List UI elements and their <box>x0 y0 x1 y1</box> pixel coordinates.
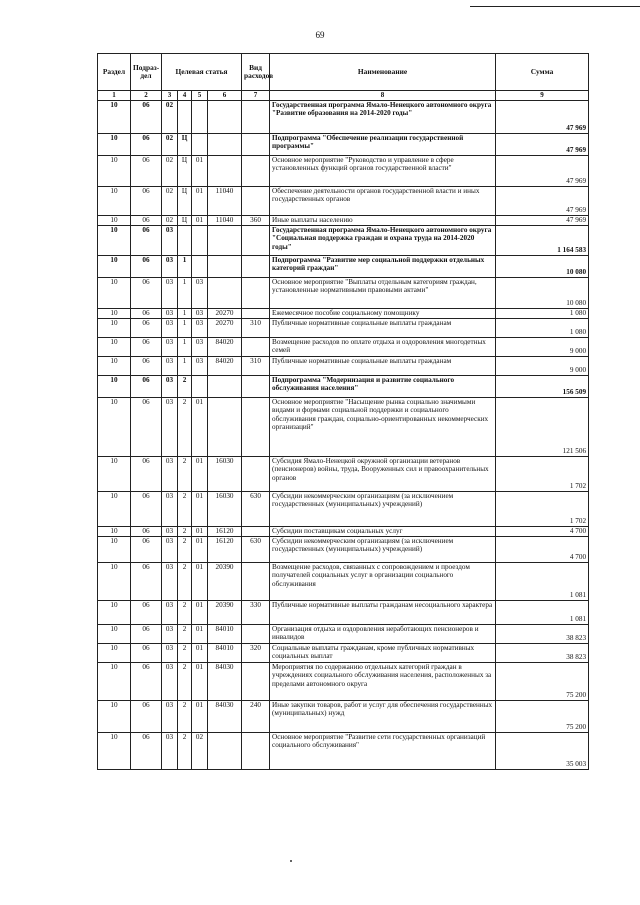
direction-cell <box>208 225 242 255</box>
podrazdel-cell: 06 <box>131 375 162 397</box>
table-row <box>98 133 589 155</box>
event-cell: 01 <box>192 624 208 643</box>
vid-cell: 630 <box>242 491 270 526</box>
podrazdel-cell: 06 <box>131 662 162 700</box>
program-cell: 03 <box>162 255 178 277</box>
name-cell: Возмещение расходов, связанных с сопровождением и проездом получателей социальных услуг в организации социального обслуживания <box>270 562 496 600</box>
program-cell: 03 <box>162 225 178 255</box>
sum-cell: 10 080 <box>496 277 589 308</box>
col-number: 5 <box>192 91 208 101</box>
name-cell: Ежемесячное пособие социальному помощнику <box>270 308 496 318</box>
event-cell: 01 <box>192 491 208 526</box>
subprogram-cell: 1 <box>178 277 192 308</box>
col-number: 9 <box>496 91 589 101</box>
razdel-cell: 10 <box>98 375 131 397</box>
vid-cell <box>242 308 270 318</box>
program-cell: 03 <box>162 624 178 643</box>
podrazdel-cell: 06 <box>131 643 162 662</box>
sum-cell: 47 969 <box>496 100 589 133</box>
direction-cell: 84030 <box>208 700 242 732</box>
table-row <box>98 337 589 356</box>
header-razdel: Раздел <box>98 54 131 91</box>
podrazdel-cell: 06 <box>131 308 162 318</box>
table-row <box>98 277 589 308</box>
vid-cell <box>242 155 270 186</box>
col-number: 2 <box>131 91 162 101</box>
direction-cell <box>208 155 242 186</box>
subprogram-cell: 1 <box>178 308 192 318</box>
vid-cell <box>242 225 270 255</box>
table-row <box>98 562 589 600</box>
event-cell: 01 <box>192 155 208 186</box>
razdel-cell: 10 <box>98 186 131 215</box>
program-cell: 03 <box>162 491 178 526</box>
sum-cell: 1 702 <box>496 491 589 526</box>
col-number: 4 <box>178 91 192 101</box>
program-cell: 03 <box>162 397 178 456</box>
direction-cell <box>208 732 242 769</box>
table-row <box>98 397 589 456</box>
sum-cell: 9 000 <box>496 337 589 356</box>
subprogram-cell: Ц <box>178 215 192 225</box>
subprogram-cell: 2 <box>178 624 192 643</box>
program-cell: 02 <box>162 186 178 215</box>
vid-cell <box>242 133 270 155</box>
name-cell: Субсидии некоммерческим организациям (за исключением государственных (муниципальных) учреждений) <box>270 491 496 526</box>
razdel-cell: 10 <box>98 215 131 225</box>
name-cell: Иные выплаты населению <box>270 215 496 225</box>
podrazdel-cell: 06 <box>131 732 162 769</box>
sum-cell: 47 969 <box>496 133 589 155</box>
col-number: 3 <box>162 91 178 101</box>
vid-cell <box>242 277 270 308</box>
subprogram-cell: 2 <box>178 643 192 662</box>
subprogram-cell: Ц <box>178 133 192 155</box>
name-cell: Субсидии поставщикам социальных услуг <box>270 526 496 536</box>
sum-cell: 1 702 <box>496 456 589 491</box>
sum-cell: 35 003 <box>496 732 589 769</box>
sum-cell: 38 823 <box>496 624 589 643</box>
event-cell: 03 <box>192 277 208 308</box>
vid-cell: 310 <box>242 318 270 337</box>
event-cell: 03 <box>192 318 208 337</box>
podrazdel-cell: 06 <box>131 526 162 536</box>
direction-cell: 16030 <box>208 491 242 526</box>
sum-cell: 47 969 <box>496 155 589 186</box>
program-cell: 02 <box>162 155 178 186</box>
sum-cell: 75 200 <box>496 700 589 732</box>
event-cell <box>192 100 208 133</box>
header-name: Наименование <box>270 54 496 91</box>
name-cell: Субсидии некоммерческим организациям (за исключением государственных (муниципальных) учреждений) <box>270 536 496 562</box>
event-cell: 01 <box>192 526 208 536</box>
razdel-cell: 10 <box>98 562 131 600</box>
event-cell <box>192 133 208 155</box>
page-number: 69 <box>315 30 325 40</box>
direction-cell: 84030 <box>208 662 242 700</box>
header-podrazdel: Подраз- дел <box>131 54 162 91</box>
direction-cell <box>208 133 242 155</box>
razdel-cell: 10 <box>98 277 131 308</box>
vid-cell <box>242 337 270 356</box>
podrazdel-cell: 06 <box>131 215 162 225</box>
razdel-cell: 10 <box>98 318 131 337</box>
name-cell: Обеспечение деятельности органов государственной власти и иных государственных органов <box>270 186 496 215</box>
direction-cell: 11040 <box>208 215 242 225</box>
program-cell: 03 <box>162 600 178 624</box>
event-cell: 01 <box>192 215 208 225</box>
name-cell: Основное мероприятие "Развитие сети государственных организаций социального обслуживания" <box>270 732 496 769</box>
name-cell: Основное мероприятие "Выплаты отдельным категориям граждан, установленные нормативными правовыми актами" <box>270 277 496 308</box>
name-cell: Основное мероприятие "Руководство и управление в сфере установленных функций органов государственной власти" <box>270 155 496 186</box>
direction-cell: 84010 <box>208 624 242 643</box>
program-cell: 02 <box>162 133 178 155</box>
subprogram-cell <box>178 100 192 133</box>
subprogram-cell: 2 <box>178 456 192 491</box>
vid-cell <box>242 100 270 133</box>
name-cell: Публичные нормативные выплаты гражданам несоциального характера <box>270 600 496 624</box>
razdel-cell: 10 <box>98 155 131 186</box>
header-vid-raskhodov: Вид расходов <box>242 54 270 91</box>
razdel-cell: 10 <box>98 536 131 562</box>
subprogram-cell: 2 <box>178 375 192 397</box>
direction-cell: 20270 <box>208 318 242 337</box>
vid-cell <box>242 662 270 700</box>
table-row <box>98 255 589 277</box>
vid-cell: 330 <box>242 600 270 624</box>
podrazdel-cell: 06 <box>131 186 162 215</box>
table-row <box>98 215 589 225</box>
table-body <box>98 100 589 769</box>
vid-cell: 310 <box>242 356 270 375</box>
razdel-cell: 10 <box>98 491 131 526</box>
razdel-cell: 10 <box>98 624 131 643</box>
razdel-cell: 10 <box>98 397 131 456</box>
program-cell: 03 <box>162 562 178 600</box>
podrazdel-cell: 06 <box>131 277 162 308</box>
table-row <box>98 186 589 215</box>
sum-cell: 38 823 <box>496 643 589 662</box>
subprogram-cell: 2 <box>178 662 192 700</box>
sum-cell: 47 969 <box>496 215 589 225</box>
top-rule <box>470 6 640 7</box>
subprogram-cell: 1 <box>178 318 192 337</box>
sum-cell: 1 080 <box>496 308 589 318</box>
subprogram-cell: 2 <box>178 562 192 600</box>
name-cell: Мероприятия по содержанию отдельных категорий граждан в учреждениях социального обслуживания населения, расположенных за пределами автономного округа <box>270 662 496 700</box>
table-row <box>98 624 589 643</box>
col-number: 8 <box>270 91 496 101</box>
podrazdel-cell: 06 <box>131 397 162 456</box>
table-row <box>98 155 589 186</box>
direction-cell <box>208 397 242 456</box>
event-cell: 01 <box>192 700 208 732</box>
table-row <box>98 536 589 562</box>
podrazdel-cell: 06 <box>131 456 162 491</box>
table-row <box>98 456 589 491</box>
event-cell: 01 <box>192 600 208 624</box>
subprogram-cell: 2 <box>178 536 192 562</box>
razdel-cell: 10 <box>98 337 131 356</box>
col-number: 1 <box>98 91 131 101</box>
vid-cell <box>242 526 270 536</box>
vid-cell <box>242 186 270 215</box>
sum-cell: 1 164 583 <box>496 225 589 255</box>
podrazdel-cell: 06 <box>131 133 162 155</box>
sum-cell: 1 081 <box>496 562 589 600</box>
event-cell: 01 <box>192 536 208 562</box>
table-row <box>98 732 589 769</box>
table-row <box>98 491 589 526</box>
podrazdel-cell: 06 <box>131 356 162 375</box>
subprogram-cell <box>178 225 192 255</box>
header-target-article: Целевая статья <box>162 54 242 91</box>
name-cell: Подпрограмма "Развитие мер социальной поддержки отдельных категорий граждан" <box>270 255 496 277</box>
subprogram-cell: 2 <box>178 397 192 456</box>
name-cell: Подпрограмма "Обеспечение реализации государственной программы" <box>270 133 496 155</box>
sum-cell: 1 081 <box>496 600 589 624</box>
program-cell: 02 <box>162 100 178 133</box>
name-cell: Возмещение расходов по оплате отдыха и оздоровления многодетных семей <box>270 337 496 356</box>
razdel-cell: 10 <box>98 456 131 491</box>
program-cell: 03 <box>162 318 178 337</box>
program-cell: 03 <box>162 700 178 732</box>
podrazdel-cell: 06 <box>131 318 162 337</box>
razdel-cell: 10 <box>98 356 131 375</box>
subprogram-cell: 2 <box>178 732 192 769</box>
name-cell: Публичные нормативные социальные выплаты гражданам <box>270 318 496 337</box>
podrazdel-cell: 06 <box>131 155 162 186</box>
razdel-cell: 10 <box>98 600 131 624</box>
program-cell: 03 <box>162 308 178 318</box>
direction-cell: 16030 <box>208 456 242 491</box>
program-cell: 03 <box>162 536 178 562</box>
name-cell: Публичные нормативные социальные выплаты гражданам <box>270 356 496 375</box>
razdel-cell: 10 <box>98 700 131 732</box>
table-row <box>98 643 589 662</box>
program-cell: 03 <box>162 337 178 356</box>
direction-cell: 84020 <box>208 356 242 375</box>
name-cell: Иные закупки товаров, работ и услуг для обеспечения государственных (муниципальных) нужд <box>270 700 496 732</box>
stray-mark <box>290 860 292 862</box>
program-cell: 03 <box>162 662 178 700</box>
table-row <box>98 662 589 700</box>
name-cell: Государственная программа Ямало-Ненецкого автономного округа "Развитие образования на 2014-2020 годы" <box>270 100 496 133</box>
budget-table <box>97 53 589 770</box>
podrazdel-cell: 06 <box>131 624 162 643</box>
podrazdel-cell: 06 <box>131 337 162 356</box>
sum-cell: 4 700 <box>496 536 589 562</box>
sum-cell: 156 509 <box>496 375 589 397</box>
event-cell: 01 <box>192 662 208 700</box>
vid-cell <box>242 624 270 643</box>
name-cell: Основное мероприятие "Насыщение рынка социально значимыми видами и формами социальной поддержки и социального обслуживания граждан, социально-ориентированных некоммерческих организаций" <box>270 397 496 456</box>
direction-cell: 16120 <box>208 526 242 536</box>
razdel-cell: 10 <box>98 526 131 536</box>
name-cell: Подпрограмма "Модернизация и развитие социального обслуживания населения" <box>270 375 496 397</box>
podrazdel-cell: 06 <box>131 100 162 133</box>
table-row <box>98 700 589 732</box>
vid-cell <box>242 375 270 397</box>
vid-cell <box>242 397 270 456</box>
event-cell: 01 <box>192 456 208 491</box>
program-cell: 03 <box>162 277 178 308</box>
podrazdel-cell: 06 <box>131 225 162 255</box>
sum-cell: 1 080 <box>496 318 589 337</box>
podrazdel-cell: 06 <box>131 700 162 732</box>
razdel-cell: 10 <box>98 643 131 662</box>
razdel-cell: 10 <box>98 662 131 700</box>
podrazdel-cell: 06 <box>131 600 162 624</box>
razdel-cell: 10 <box>98 100 131 133</box>
direction-cell <box>208 100 242 133</box>
table-row <box>98 318 589 337</box>
header-sum: Сумма <box>496 54 589 91</box>
col-number: 7 <box>242 91 270 101</box>
sum-cell: 47 969 <box>496 186 589 215</box>
event-cell: 03 <box>192 356 208 375</box>
razdel-cell: 10 <box>98 225 131 255</box>
razdel-cell: 10 <box>98 308 131 318</box>
direction-cell: 11040 <box>208 186 242 215</box>
vid-cell: 240 <box>242 700 270 732</box>
subprogram-cell: Ц <box>178 155 192 186</box>
direction-cell: 84020 <box>208 337 242 356</box>
col-number: 6 <box>208 91 242 101</box>
event-cell <box>192 255 208 277</box>
table-row <box>98 600 589 624</box>
vid-cell: 320 <box>242 643 270 662</box>
podrazdel-cell: 06 <box>131 491 162 526</box>
vid-cell: 630 <box>242 536 270 562</box>
direction-cell: 20270 <box>208 308 242 318</box>
razdel-cell: 10 <box>98 133 131 155</box>
event-cell <box>192 225 208 255</box>
name-cell: Организация отдыха и оздоровления неработающих пенсионеров и инвалидов <box>270 624 496 643</box>
podrazdel-cell: 06 <box>131 562 162 600</box>
program-cell: 03 <box>162 526 178 536</box>
subprogram-cell: 1 <box>178 337 192 356</box>
subprogram-cell: 2 <box>178 526 192 536</box>
vid-cell <box>242 562 270 600</box>
table-row <box>98 100 589 133</box>
direction-cell: 20390 <box>208 562 242 600</box>
sum-cell: 121 506 <box>496 397 589 456</box>
table-row <box>98 308 589 318</box>
subprogram-cell: 2 <box>178 700 192 732</box>
subprogram-cell: 2 <box>178 600 192 624</box>
program-cell: 02 <box>162 215 178 225</box>
name-cell: Социальные выплаты гражданам, кроме публичных нормативных социальных выплат <box>270 643 496 662</box>
program-cell: 03 <box>162 732 178 769</box>
vid-cell <box>242 732 270 769</box>
sum-cell: 4 700 <box>496 526 589 536</box>
vid-cell: 360 <box>242 215 270 225</box>
event-cell: 03 <box>192 337 208 356</box>
razdel-cell: 10 <box>98 255 131 277</box>
table-row <box>98 375 589 397</box>
program-cell: 03 <box>162 356 178 375</box>
podrazdel-cell: 06 <box>131 536 162 562</box>
sum-cell: 10 080 <box>496 255 589 277</box>
event-cell: 01 <box>192 186 208 215</box>
program-cell: 03 <box>162 643 178 662</box>
program-cell: 03 <box>162 375 178 397</box>
table-row <box>98 356 589 375</box>
direction-cell: 16120 <box>208 536 242 562</box>
direction-cell <box>208 375 242 397</box>
vid-cell <box>242 456 270 491</box>
razdel-cell: 10 <box>98 732 131 769</box>
subprogram-cell: Ц <box>178 186 192 215</box>
subprogram-cell: 1 <box>178 255 192 277</box>
event-cell: 01 <box>192 643 208 662</box>
direction-cell <box>208 277 242 308</box>
podrazdel-cell: 06 <box>131 255 162 277</box>
direction-cell <box>208 255 242 277</box>
sum-cell: 75 200 <box>496 662 589 700</box>
event-cell: 01 <box>192 397 208 456</box>
subprogram-cell: 1 <box>178 356 192 375</box>
event-cell: 02 <box>192 732 208 769</box>
table-row <box>98 225 589 255</box>
event-cell: 01 <box>192 562 208 600</box>
vid-cell <box>242 255 270 277</box>
event-cell: 03 <box>192 308 208 318</box>
direction-cell: 84010 <box>208 643 242 662</box>
event-cell <box>192 375 208 397</box>
subprogram-cell: 2 <box>178 491 192 526</box>
name-cell: Государственная программа Ямало-Ненецкого автономного округа "Социальная поддержка граждан и охрана труда на 2014-2020 годы" <box>270 225 496 255</box>
direction-cell: 20390 <box>208 600 242 624</box>
sum-cell: 9 000 <box>496 356 589 375</box>
program-cell: 03 <box>162 456 178 491</box>
table-row <box>98 526 589 536</box>
name-cell: Субсидия Ямало-Ненецкой окружной организации ветеранов (пенсионеров) войны, труда, Вооруженных сил и правоохранительных органов <box>270 456 496 491</box>
